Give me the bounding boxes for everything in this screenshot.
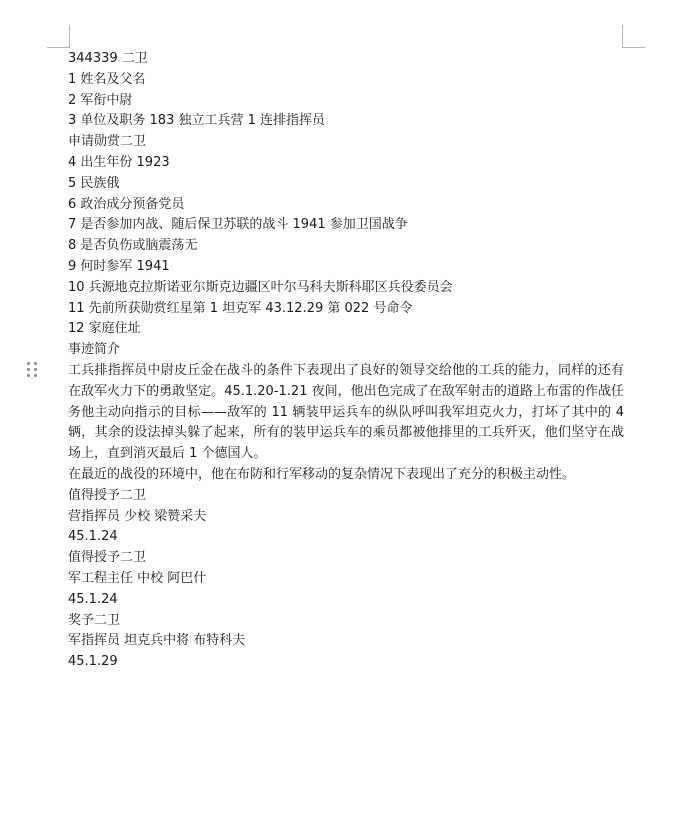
recommendation-1: 值得授予二卫 bbox=[68, 487, 147, 503]
field-enlistment: 9 何时参军 1941 bbox=[68, 258, 170, 274]
field-party: 6 政治成分预备党员 bbox=[68, 196, 185, 212]
field-rank: 2 军衔中尉 bbox=[68, 92, 133, 108]
field-wounds: 8 是否负伤或脑震荡无 bbox=[68, 238, 198, 254]
page-corner-mark-top-left bbox=[47, 25, 70, 48]
signatory-3: 军指挥员 坦克兵中将 布特科夫 bbox=[68, 633, 246, 649]
field-name: 1 姓名及父名 bbox=[68, 71, 146, 87]
date-1: 45.1.24 bbox=[68, 529, 118, 545]
signatory-1: 营指挥员 少校 梁赞采夫 bbox=[68, 508, 207, 524]
field-previous-awards: 11 先前所获勋赏红星第 1 坦克军 43.12.29 第 022 号命令 bbox=[68, 300, 413, 316]
paragraph-drag-handle-icon[interactable] bbox=[27, 362, 39, 378]
date-3: 45.1.29 bbox=[68, 654, 118, 670]
date-2: 45.1.24 bbox=[68, 591, 118, 607]
field-draft-office: 10 兵源地克拉斯诺亚尔斯克边疆区叶尔马科夫斯科耶区兵役委员会 bbox=[68, 279, 453, 295]
summary-paragraph: 工兵排指挥员中尉皮丘金在战斗的条件下表现出了良好的领导交给他的工兵的能力，同样的还有在敌军火力下的勇敢坚定。45.1.20-1.21 夜间，他出色完成了在敌军射击的道路上布雷的作战任务他主动向指示的目标——敌军的 11 辆装甲运兵车的纵队呼叫我军坦克火力，打坏了其中的 4 辆，其余的设法掉头躲了起来，所有的装甲运兵车的乘员都被他排里的工兵歼灭，他们坚守在战场上，直到消灭最后 1 个德国人。 bbox=[68, 362, 624, 462]
field-home-address: 12 家庭住址 bbox=[68, 321, 141, 337]
section-heading-summary: 事迹简介 bbox=[68, 342, 121, 358]
recommendation-2: 值得授予二卫 bbox=[68, 550, 147, 566]
signatory-2: 军工程主任 中校 阿巴什 bbox=[68, 570, 207, 586]
document-body[interactable] bbox=[68, 49, 628, 673]
award-decision: 奖予二卫 bbox=[68, 612, 121, 628]
field-nationality: 5 民族俄 bbox=[68, 175, 120, 191]
field-war-participation: 7 是否参加内战、随后保卫苏联的战斗 1941 参加卫国战争 bbox=[68, 217, 408, 233]
award-number-line: 344339 二卫 bbox=[68, 51, 148, 66]
page-corner-mark-top-right bbox=[622, 25, 645, 48]
award-requested: 申请勋赏二卫 bbox=[68, 134, 147, 150]
summary-paragraph-2: 在最近的战役的环境中，他在布防和行军移动的复杂情况下表现出了充分的积极主动性。 bbox=[68, 466, 576, 482]
field-birth-year: 4 出生年份 1923 bbox=[68, 154, 170, 170]
field-unit: 3 单位及职务 183 独立工兵营 1 连排指挥员 bbox=[68, 113, 326, 129]
